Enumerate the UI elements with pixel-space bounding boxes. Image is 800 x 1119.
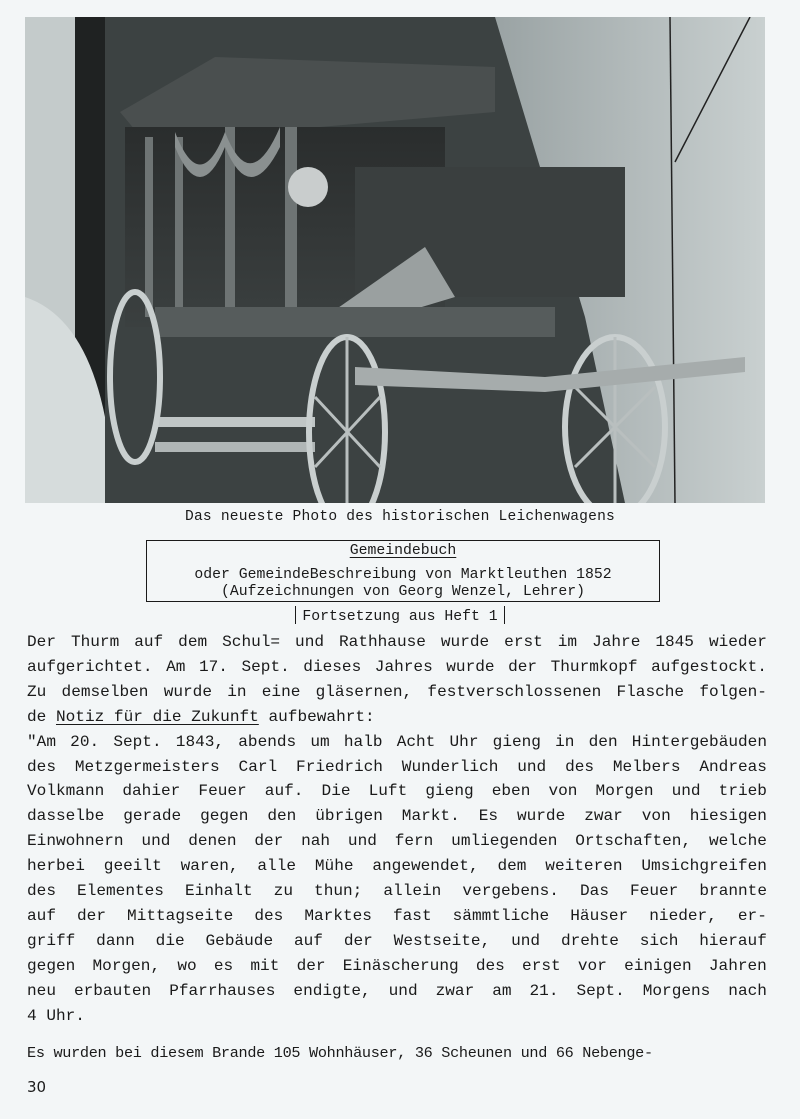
word: in bbox=[227, 682, 247, 701]
word: dieses bbox=[303, 657, 362, 676]
word: eben bbox=[491, 782, 531, 801]
word: Häuser bbox=[570, 906, 629, 925]
body-line bbox=[27, 680, 767, 705]
word: Uhr bbox=[449, 732, 479, 751]
word: Flasche bbox=[616, 682, 685, 701]
word: wieder bbox=[708, 633, 767, 651]
body-line bbox=[27, 854, 767, 879]
word: dem bbox=[497, 857, 527, 876]
word: er- bbox=[737, 906, 767, 925]
word: 1843, bbox=[175, 732, 225, 751]
word: Jahres bbox=[374, 657, 433, 676]
word: Gebäude bbox=[205, 931, 274, 950]
body-final-line: Es wurden bei diesem Brande 105 Wohnhäuser, 36 Scheunen und 66 Nebenge- bbox=[27, 1044, 653, 1062]
word: und bbox=[347, 832, 377, 851]
word: sämmtliche bbox=[452, 906, 550, 925]
word: allein bbox=[383, 882, 442, 901]
body-line bbox=[27, 655, 767, 680]
hearse-photo-illustration bbox=[25, 17, 765, 503]
word: am bbox=[492, 981, 512, 1000]
word: fast bbox=[392, 906, 432, 925]
word: der bbox=[343, 931, 373, 950]
word: vergebens. bbox=[462, 882, 559, 901]
word: Schul= bbox=[222, 633, 281, 651]
word: waren, bbox=[180, 857, 239, 876]
title-heading: Gemeindebuch bbox=[349, 543, 457, 559]
word: "Am bbox=[27, 732, 56, 751]
word: Sept. bbox=[576, 981, 625, 1000]
word: trieb bbox=[718, 782, 767, 801]
continuation-note bbox=[0, 606, 800, 625]
photo-caption: Das neueste Photo des historischen Leichenwagens bbox=[185, 509, 615, 525]
word: dann bbox=[96, 931, 135, 950]
word: abends bbox=[238, 732, 297, 751]
word: weiteren bbox=[545, 857, 623, 876]
word: 21. bbox=[529, 981, 559, 1000]
word: einigen bbox=[624, 956, 692, 975]
word: aufgestockt. bbox=[651, 657, 767, 676]
word: neu bbox=[27, 981, 56, 1000]
word: und bbox=[517, 757, 547, 776]
word: auf. bbox=[264, 782, 304, 801]
word: Thurm bbox=[70, 633, 120, 651]
word: Carl bbox=[238, 757, 278, 776]
word: erbauten bbox=[73, 981, 152, 1000]
word: zu bbox=[273, 882, 293, 901]
word: 1845 bbox=[655, 633, 694, 651]
word: brannte bbox=[699, 882, 767, 901]
word: nach bbox=[728, 981, 767, 1000]
word: Hintergebäuden bbox=[631, 732, 767, 751]
body-line: 4 Uhr. bbox=[27, 1006, 85, 1025]
word: und bbox=[388, 981, 418, 1000]
word: gläsernen, bbox=[315, 682, 413, 701]
word: Sept. bbox=[113, 732, 162, 751]
word: wurde bbox=[440, 633, 490, 651]
word: 20. bbox=[70, 732, 100, 751]
word: griff bbox=[27, 931, 76, 950]
word: Feuer bbox=[198, 782, 247, 801]
word: demselben bbox=[61, 682, 149, 701]
word: geeilt bbox=[103, 857, 162, 876]
word: wurde bbox=[163, 682, 212, 701]
word: des bbox=[565, 757, 595, 776]
word: auf bbox=[27, 906, 56, 925]
word: angewendet, bbox=[372, 857, 479, 876]
word: des bbox=[27, 757, 56, 776]
left-bar bbox=[295, 606, 297, 624]
word: Ortschaften, bbox=[575, 832, 692, 851]
word: der bbox=[296, 956, 326, 975]
word: erst bbox=[504, 633, 543, 651]
body-line bbox=[27, 954, 767, 979]
word: festverschlossenen bbox=[427, 682, 602, 701]
word: des bbox=[475, 956, 505, 975]
word: eine bbox=[261, 682, 301, 701]
word: nah bbox=[301, 832, 331, 851]
underlined-note-title: Notiz für die Zukunft bbox=[55, 707, 259, 726]
word: zwar bbox=[435, 981, 475, 1000]
word: dem bbox=[178, 633, 208, 651]
word: Pfarrhauses bbox=[169, 981, 276, 1000]
word: Am bbox=[166, 657, 186, 676]
word: auf bbox=[293, 931, 323, 950]
body-line-suffix: aufbewahrt: bbox=[258, 707, 375, 726]
word: der bbox=[77, 906, 106, 925]
word: drehte bbox=[560, 931, 619, 950]
word: gieng bbox=[492, 732, 541, 751]
word: Der bbox=[27, 633, 56, 651]
word: Markt. bbox=[401, 807, 460, 826]
word: Thurmkopf bbox=[550, 657, 638, 676]
word: 17. bbox=[198, 657, 228, 676]
word: Morgen bbox=[595, 782, 654, 801]
word: gerade bbox=[123, 807, 182, 826]
word: Melbers bbox=[612, 757, 681, 776]
word: Zu bbox=[27, 682, 47, 701]
word: den bbox=[267, 807, 297, 826]
word: Einwohnern bbox=[27, 832, 124, 851]
body-line bbox=[27, 804, 767, 829]
word: im bbox=[557, 633, 578, 651]
body-text bbox=[27, 630, 767, 1029]
title-box bbox=[146, 540, 660, 602]
continuation-text: Fortsetzung aus Heft 1 bbox=[302, 609, 498, 625]
word: thun; bbox=[314, 882, 363, 901]
word: zwar bbox=[584, 807, 623, 826]
word: Es bbox=[478, 807, 499, 826]
word: des bbox=[254, 906, 284, 925]
word: von bbox=[641, 807, 671, 826]
word: gegen bbox=[27, 956, 76, 975]
body-line bbox=[27, 929, 767, 954]
hearse-photo bbox=[25, 17, 765, 503]
word: Marktes bbox=[304, 906, 372, 925]
word: Westseite, bbox=[393, 931, 491, 950]
body-line bbox=[27, 630, 767, 655]
word: und bbox=[671, 782, 701, 801]
word: Jahren bbox=[708, 956, 767, 975]
word: wurde bbox=[446, 657, 495, 676]
word: umliegenden bbox=[451, 832, 558, 851]
word: hiesigen bbox=[689, 807, 767, 826]
word: folgen- bbox=[699, 682, 767, 701]
body-line bbox=[27, 705, 767, 730]
word: alle bbox=[257, 857, 297, 876]
word: Rathhause bbox=[339, 633, 426, 651]
word: Mühe bbox=[314, 857, 354, 876]
word: in bbox=[555, 732, 575, 751]
body-line bbox=[27, 755, 767, 780]
body-line bbox=[27, 879, 767, 904]
word: um bbox=[310, 732, 330, 751]
page-number: 30 bbox=[27, 1078, 47, 1096]
word: Wunderlich bbox=[401, 757, 499, 776]
word: fern bbox=[394, 832, 434, 851]
word: Feuer bbox=[630, 882, 679, 901]
word: halb bbox=[343, 732, 383, 751]
word: dasselbe bbox=[27, 807, 105, 826]
body-line bbox=[27, 829, 767, 854]
word: und bbox=[295, 633, 325, 651]
word: und bbox=[141, 832, 171, 851]
title-subtitle-line2: (Aufzeichnungen von Georg Wenzel, Lehrer) bbox=[220, 584, 586, 600]
word: Morgens bbox=[642, 981, 711, 1000]
word: mit bbox=[250, 956, 280, 975]
word: der bbox=[254, 832, 284, 851]
body-line bbox=[27, 779, 767, 804]
word: erst bbox=[522, 956, 561, 975]
word: Friedrich bbox=[296, 757, 383, 776]
body-line bbox=[27, 979, 767, 1004]
word: Mittagseite bbox=[127, 906, 234, 925]
word: Morgen, bbox=[92, 956, 161, 975]
word: nieder, bbox=[649, 906, 717, 925]
word: auf bbox=[134, 633, 164, 651]
body-line bbox=[27, 730, 767, 755]
word: des bbox=[27, 882, 56, 901]
body-line bbox=[27, 904, 767, 929]
word: sich bbox=[639, 931, 679, 950]
word: Jahre bbox=[592, 633, 641, 651]
word: Acht bbox=[396, 732, 436, 751]
word: der bbox=[508, 657, 538, 676]
word: Umsichgreifen bbox=[641, 857, 767, 876]
word: gegen bbox=[200, 807, 249, 826]
word: und bbox=[511, 931, 541, 950]
word: Sept. bbox=[241, 657, 290, 676]
word: Andreas bbox=[699, 757, 767, 776]
word: Das bbox=[580, 882, 609, 901]
word: aufgerichtet. bbox=[27, 657, 153, 676]
word: den bbox=[588, 732, 618, 751]
word: Die bbox=[321, 782, 351, 801]
word: Einhalt bbox=[185, 882, 253, 901]
word: endigte, bbox=[293, 981, 371, 1000]
word: herbei bbox=[27, 857, 85, 876]
word: übrigen bbox=[315, 807, 383, 826]
word: von bbox=[548, 782, 578, 801]
word: Einäscherung bbox=[342, 956, 459, 975]
word: es bbox=[213, 956, 234, 975]
word: Metzgermeisters bbox=[74, 757, 220, 776]
word: hierauf bbox=[699, 931, 767, 950]
word: wurde bbox=[516, 807, 566, 826]
word: gieng bbox=[425, 782, 474, 801]
body-line-prefix: de bbox=[27, 707, 56, 726]
word: welche bbox=[708, 832, 767, 851]
word: wo bbox=[177, 956, 197, 975]
right-bar bbox=[504, 606, 506, 624]
word: denen bbox=[188, 832, 237, 851]
word: Elementes bbox=[77, 882, 164, 901]
word: dahier bbox=[122, 782, 181, 801]
word: vor bbox=[577, 956, 607, 975]
word: Luft bbox=[368, 782, 408, 801]
title-subtitle-line1: oder GemeindeBeschreibung von Marktleuthen 1852 bbox=[194, 567, 612, 583]
word: Volkmann bbox=[27, 782, 105, 801]
word: die bbox=[155, 931, 185, 950]
